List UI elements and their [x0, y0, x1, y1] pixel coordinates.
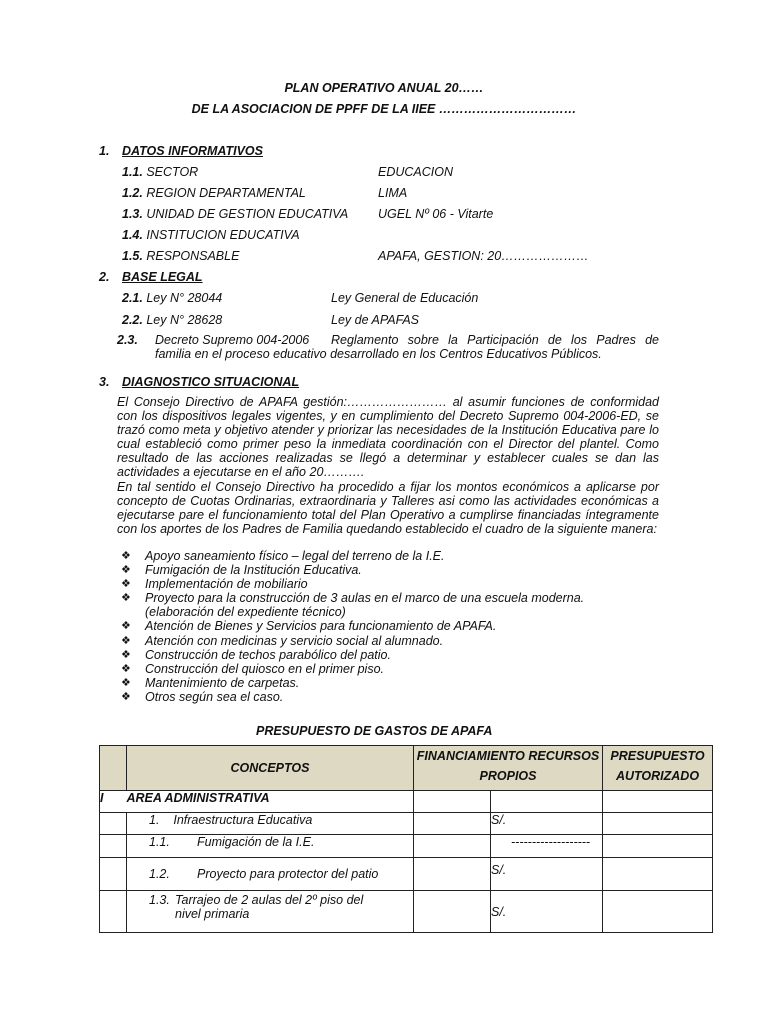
legal-row-label: Ley N° 28044: [146, 291, 223, 305]
diamond-bullet-icon: ❖: [121, 550, 131, 562]
table-row: [100, 813, 713, 835]
table-cell: [414, 791, 491, 813]
diamond-bullet-icon: ❖: [121, 676, 131, 689]
table-row: [100, 835, 713, 858]
info-row-number: 1.5.: [122, 249, 143, 263]
list-item: ❖ Proyecto para la construcción de 3 aulas en el marco de una escuela moderna. (elaboración del expediente técnico): [121, 591, 585, 620]
legal-row-number: [117, 333, 138, 347]
table-cell: [603, 858, 713, 891]
table-cell: [603, 835, 713, 858]
header-presupuesto: PRESUPUESTO AUTORIZADO: [603, 746, 713, 791]
info-row-label: RESPONSABLE: [146, 249, 240, 263]
info-row: [122, 228, 300, 242]
document-title-line1: PLAN OPERATIVO ANUAL 20……: [284, 81, 484, 95]
section1-title: DATOS INFORMATIVOS: [122, 144, 263, 158]
info-row: [122, 207, 348, 221]
budget-title: PRESUPUESTO DE GASTOS DE APAFA: [256, 724, 493, 738]
table-cell: [414, 835, 491, 858]
list-item: ❖ Otros según sea el caso.: [121, 689, 284, 704]
legal-row-number: 2.2.: [122, 313, 143, 327]
section1-number: 1.: [99, 144, 110, 158]
legal-row-3-text-cont: familia en el proceso educativo desarrollado en los Centros Educativos Públicos.: [155, 347, 602, 361]
diamond-bullet-icon: ❖: [121, 634, 131, 647]
info-row-label: INSTITUCION EDUCATIVA: [146, 228, 300, 242]
diamond-bullet-icon: ❖: [121, 690, 131, 703]
table-cell: [603, 891, 713, 933]
amount-cell: S/.: [491, 858, 603, 891]
list-item: ❖ Mantenimiento de carpetas.: [121, 675, 300, 690]
legal-row-3-label: Decreto Supremo 004-2006: [155, 333, 310, 347]
legal-row: [122, 291, 222, 305]
legal-row-label: Ley N° 28628: [146, 313, 223, 327]
diamond-bullet-icon: ❖: [121, 662, 131, 675]
table-cell: [414, 858, 491, 891]
amount-cell: S/.: [491, 813, 603, 835]
header-financiamiento: FINANCIAMIENTO RECURSOS PROPIOS: [414, 746, 603, 791]
info-row: [122, 165, 198, 179]
info-row-label: REGION DEPARTAMENTAL: [146, 186, 306, 200]
info-row-number: 1.2.: [122, 186, 143, 200]
diagnostic-text: [117, 395, 659, 536]
info-row: [122, 186, 306, 200]
concept-cell: 1. Infraestructura Educativa: [127, 813, 414, 835]
table-row: [100, 891, 713, 933]
header-num-cell: [100, 746, 127, 791]
info-row-value: APAFA, GESTION: 20…………………: [378, 249, 589, 263]
diamond-bullet-icon: ❖: [121, 592, 131, 605]
section2-number: 2.: [99, 270, 110, 284]
budget-table: [99, 745, 713, 933]
table-cell: [414, 813, 491, 835]
diamond-bullet-icon: ❖: [121, 620, 131, 633]
legal-row-value: Ley General de Educación: [331, 291, 479, 305]
concept-cell: 1.2. Proyecto para protector del patio: [127, 858, 414, 891]
info-row: [122, 249, 239, 263]
diamond-bullet-icon: ❖: [121, 564, 131, 577]
amount-cell: -------------------: [491, 835, 603, 858]
area-label: AREA ADMINISTRATIVA: [127, 791, 414, 813]
table-cell: [603, 791, 713, 813]
table-row: [100, 791, 713, 813]
table-cell: [100, 813, 127, 835]
info-row-label: UNIDAD DE GESTION EDUCATIVA: [146, 207, 349, 221]
list-item: ❖ Construcción de techos parabólico del patio.: [121, 647, 391, 662]
table-cell: [100, 891, 127, 933]
document-title-line2: DE LA ASOCIACION DE PPFF DE LA IIEE ……………………………: [191, 102, 577, 116]
diagnostic-paragraph-2: En tal sentido el Consejo Directivo ha procedido a fijar los montos económicos a aplicarse por concepto de Cuotas Ordinarias, extraordinaria y Talleres asi como las actividades económicas a ejecutarse pare el funcionamiento total del Plan Operativo a cumplirse financiadas íntegramente con los aportes de los Padres de Familia quedando establecido el cuadro de la siguiente manera:: [117, 479, 659, 536]
list-item: ❖ Atención de Bienes y Servicios para funcionamiento de APAFA.: [121, 619, 497, 634]
info-row-value: EDUCACION: [378, 165, 454, 179]
table-row: [100, 858, 713, 891]
legal-row-3-number: 2.3.: [117, 333, 138, 347]
table-cell: [100, 858, 127, 891]
list-item: ❖ Fumigación de la Institución Educativa.: [121, 563, 362, 578]
info-row-number: 1.3.: [122, 207, 143, 221]
list-item: ❖ Construcción del quiosco en el primer piso.: [121, 661, 385, 676]
legal-row-3-text: Reglamento sobre la Participación de los Padres de: [331, 333, 659, 347]
list-item: ❖ Apoyo saneamiento físico – legal del terreno de la I.E.: [121, 549, 445, 563]
amount-cell: S/.: [491, 891, 603, 933]
table-cell: [603, 813, 713, 835]
info-row-value: UGEL Nº 06 - Vitarte: [378, 207, 494, 221]
concept-cell: 1.3. Tarrajeo de 2 aulas del 2º piso del nivel primaria: [127, 891, 414, 933]
section3-number: 3.: [99, 375, 110, 389]
table-header-row: [100, 746, 713, 791]
section2-title: BASE LEGAL: [122, 270, 203, 284]
activities-list: [118, 549, 618, 704]
info-row-value: LIMA: [378, 186, 408, 200]
list-item: ❖ Atención con medicinas y servicio social al alumnado.: [121, 633, 444, 648]
area-number: I: [100, 791, 127, 813]
diamond-bullet-icon: ❖: [121, 648, 131, 661]
concept-cell: 1.1. Fumigación de la I.E.: [127, 835, 414, 858]
legal-row: [122, 313, 222, 327]
legal-row-value: Ley de APAFAS: [331, 313, 420, 327]
diamond-bullet-icon: ❖: [121, 578, 131, 591]
info-row-number: 1.4.: [122, 228, 143, 242]
diagnostic-paragraph-1: El Consejo Directivo de APAFA gestión:…………………… al asumir funciones de conformidad con los dispositivos legales vigentes, y en cumplimiento del Decreto Supremo 004-2006-ED, se trazó como meta y objetivo atender y priorizar las necesidades de la Institución Educativa pare lo cual estableció como primer peso la inmediata coordinación con el Director del plantel. Como resultado de las acciones realizadas se llegó a determinar y establecer cuales se dan las actividades a ejecutarse en el año 20……….: [117, 395, 659, 480]
section3-title: DIAGNOSTICO SITUACIONAL: [122, 375, 300, 389]
info-row-number: 1.1.: [122, 165, 143, 179]
table-cell: [414, 891, 491, 933]
header-conceptos: CONCEPTOS: [127, 746, 414, 791]
info-row-label: SECTOR: [146, 165, 199, 179]
list-item: ❖ Implementación de mobiliario: [121, 577, 308, 592]
table-cell: [491, 791, 603, 813]
table-cell: [100, 835, 127, 858]
legal-row-number: 2.1.: [122, 291, 143, 305]
